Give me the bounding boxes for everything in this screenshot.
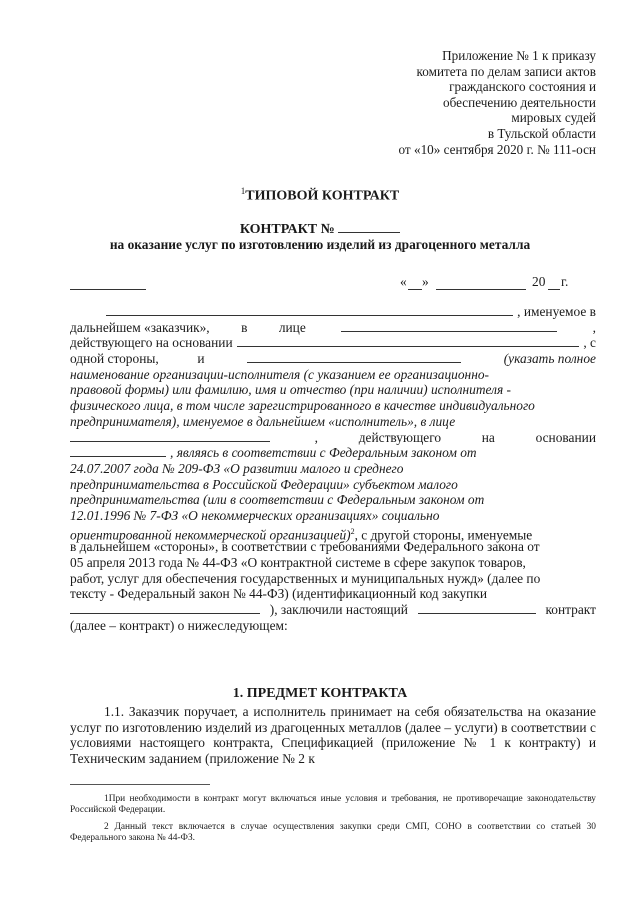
appendix-line: Приложение № 1 к приказу (442, 48, 596, 63)
preamble-line: в дальнейшем «стороны», в соответствии с требованиями Федерального закона от (70, 539, 540, 555)
contract-subject: на оказание услуг по изготовлению изделий из драгоценного металла (109, 237, 531, 252)
contract-number-blank (338, 220, 400, 233)
year-blank (548, 277, 560, 290)
preamble-line: , именуемое в (70, 304, 596, 320)
preamble-line: , являясь в соответствии с Федеральным законом от (70, 445, 596, 461)
appendix-line: обеспечению деятельности (443, 94, 596, 110)
preamble-line: 24.07.2007 года № 209-ФЗ «О развитии малого и среднего (70, 460, 404, 476)
footnote-1: 1При необходимости в контракт могут включаться иные условия и требования, не противоречащие законодательству Российской Федерации. (70, 794, 596, 816)
preamble-line: предпринимателя), именуемое в дальнейшем «исполнитель», в лице (70, 413, 456, 429)
preamble-line: правовой формы) или фамилию, имя и отчество (при наличии) исполнителя - (70, 382, 511, 398)
day-blank (408, 277, 422, 290)
footnote-2: 2 Данный текст включается в случае осуществления закупки среди СМП, СОНО в соответствии со статьей 30 Федерального закона № 44-ФЗ. (70, 822, 596, 844)
appendix-line: комитета по делам записи актов (416, 63, 596, 79)
appendix-line: гражданского состояния и (449, 79, 596, 95)
preamble-line: работ, услуг для обеспечения государственных и муниципальных нужд» (далее по (70, 570, 541, 586)
date-line: « » 20 г. (70, 274, 580, 292)
appendix-line: мировых судей (511, 110, 596, 126)
preamble-line: 05 апреля 2013 года № 44-ФЗ «О контрактной системе в сфере закупок товаров, (70, 555, 526, 570)
appendix-line: от «10» сентября 2020 г. № 111-осн (398, 141, 596, 157)
preamble-line: предпринимательства в Российской Федерации» субъектом малого (70, 476, 458, 492)
footnote-mark: 2 (350, 526, 355, 536)
preamble-line: физического лица, в том числе зарегистрированного в качестве индивидуального (70, 398, 535, 414)
month-blank (436, 277, 526, 290)
preamble-line: тексту - Федеральный закон № 44-ФЗ) (идентификационный код закупки (70, 586, 487, 602)
preamble (70, 304, 596, 633)
preamble-line: (далее – контракт) о нижеследующем: (70, 617, 288, 633)
preamble-line: ориентированной некоммерческой организацией)$^2$, с другой стороны, именуемые (70, 526, 533, 543)
document-title: $^1$ТИПОВОЙ КОНТРАКТ (240, 186, 400, 204)
footnote-separator (70, 784, 210, 785)
footnote-mark: 1 (240, 186, 246, 196)
preamble-line: действующего на основании , с (70, 335, 596, 351)
clause-1-1: 1.1. Заказчик поручает, а исполнитель принимает на себя обязательства на оказание услуг по изготовлению изделий из драгоценных металлов (далее – услуги) в соответствии с условиями настоящего контракта, Спецификацией (приложение № 1 к контракту) и Техническим заданием (приложение № 2 к (70, 704, 596, 767)
preamble-line: наименование организации-исполнителя (с указанием ее организационно- (70, 366, 489, 382)
preamble-line: дальнейшем «заказчик», в лице , (70, 319, 596, 335)
preamble-line: 12.01.1996 № 7-ФЗ «О некоммерческих организациях» социально (70, 507, 440, 523)
preamble-line: одной стороны, и (указать полное (70, 351, 596, 367)
preamble-line: предпринимательства (или в соответствии с Федеральным законом от (70, 492, 485, 508)
preamble-line: ), заключили настоящий контракт (70, 602, 596, 618)
place-blank (70, 277, 146, 290)
preamble-line: , действующего на основании (70, 430, 596, 446)
contract-number: КОНТРАКТ № (0, 220, 640, 238)
appendix-header (276, 48, 596, 157)
appendix-line: в Тульской области (487, 125, 596, 141)
section-heading: 1. ПРЕДМЕТ КОНТРАКТА (232, 686, 408, 701)
